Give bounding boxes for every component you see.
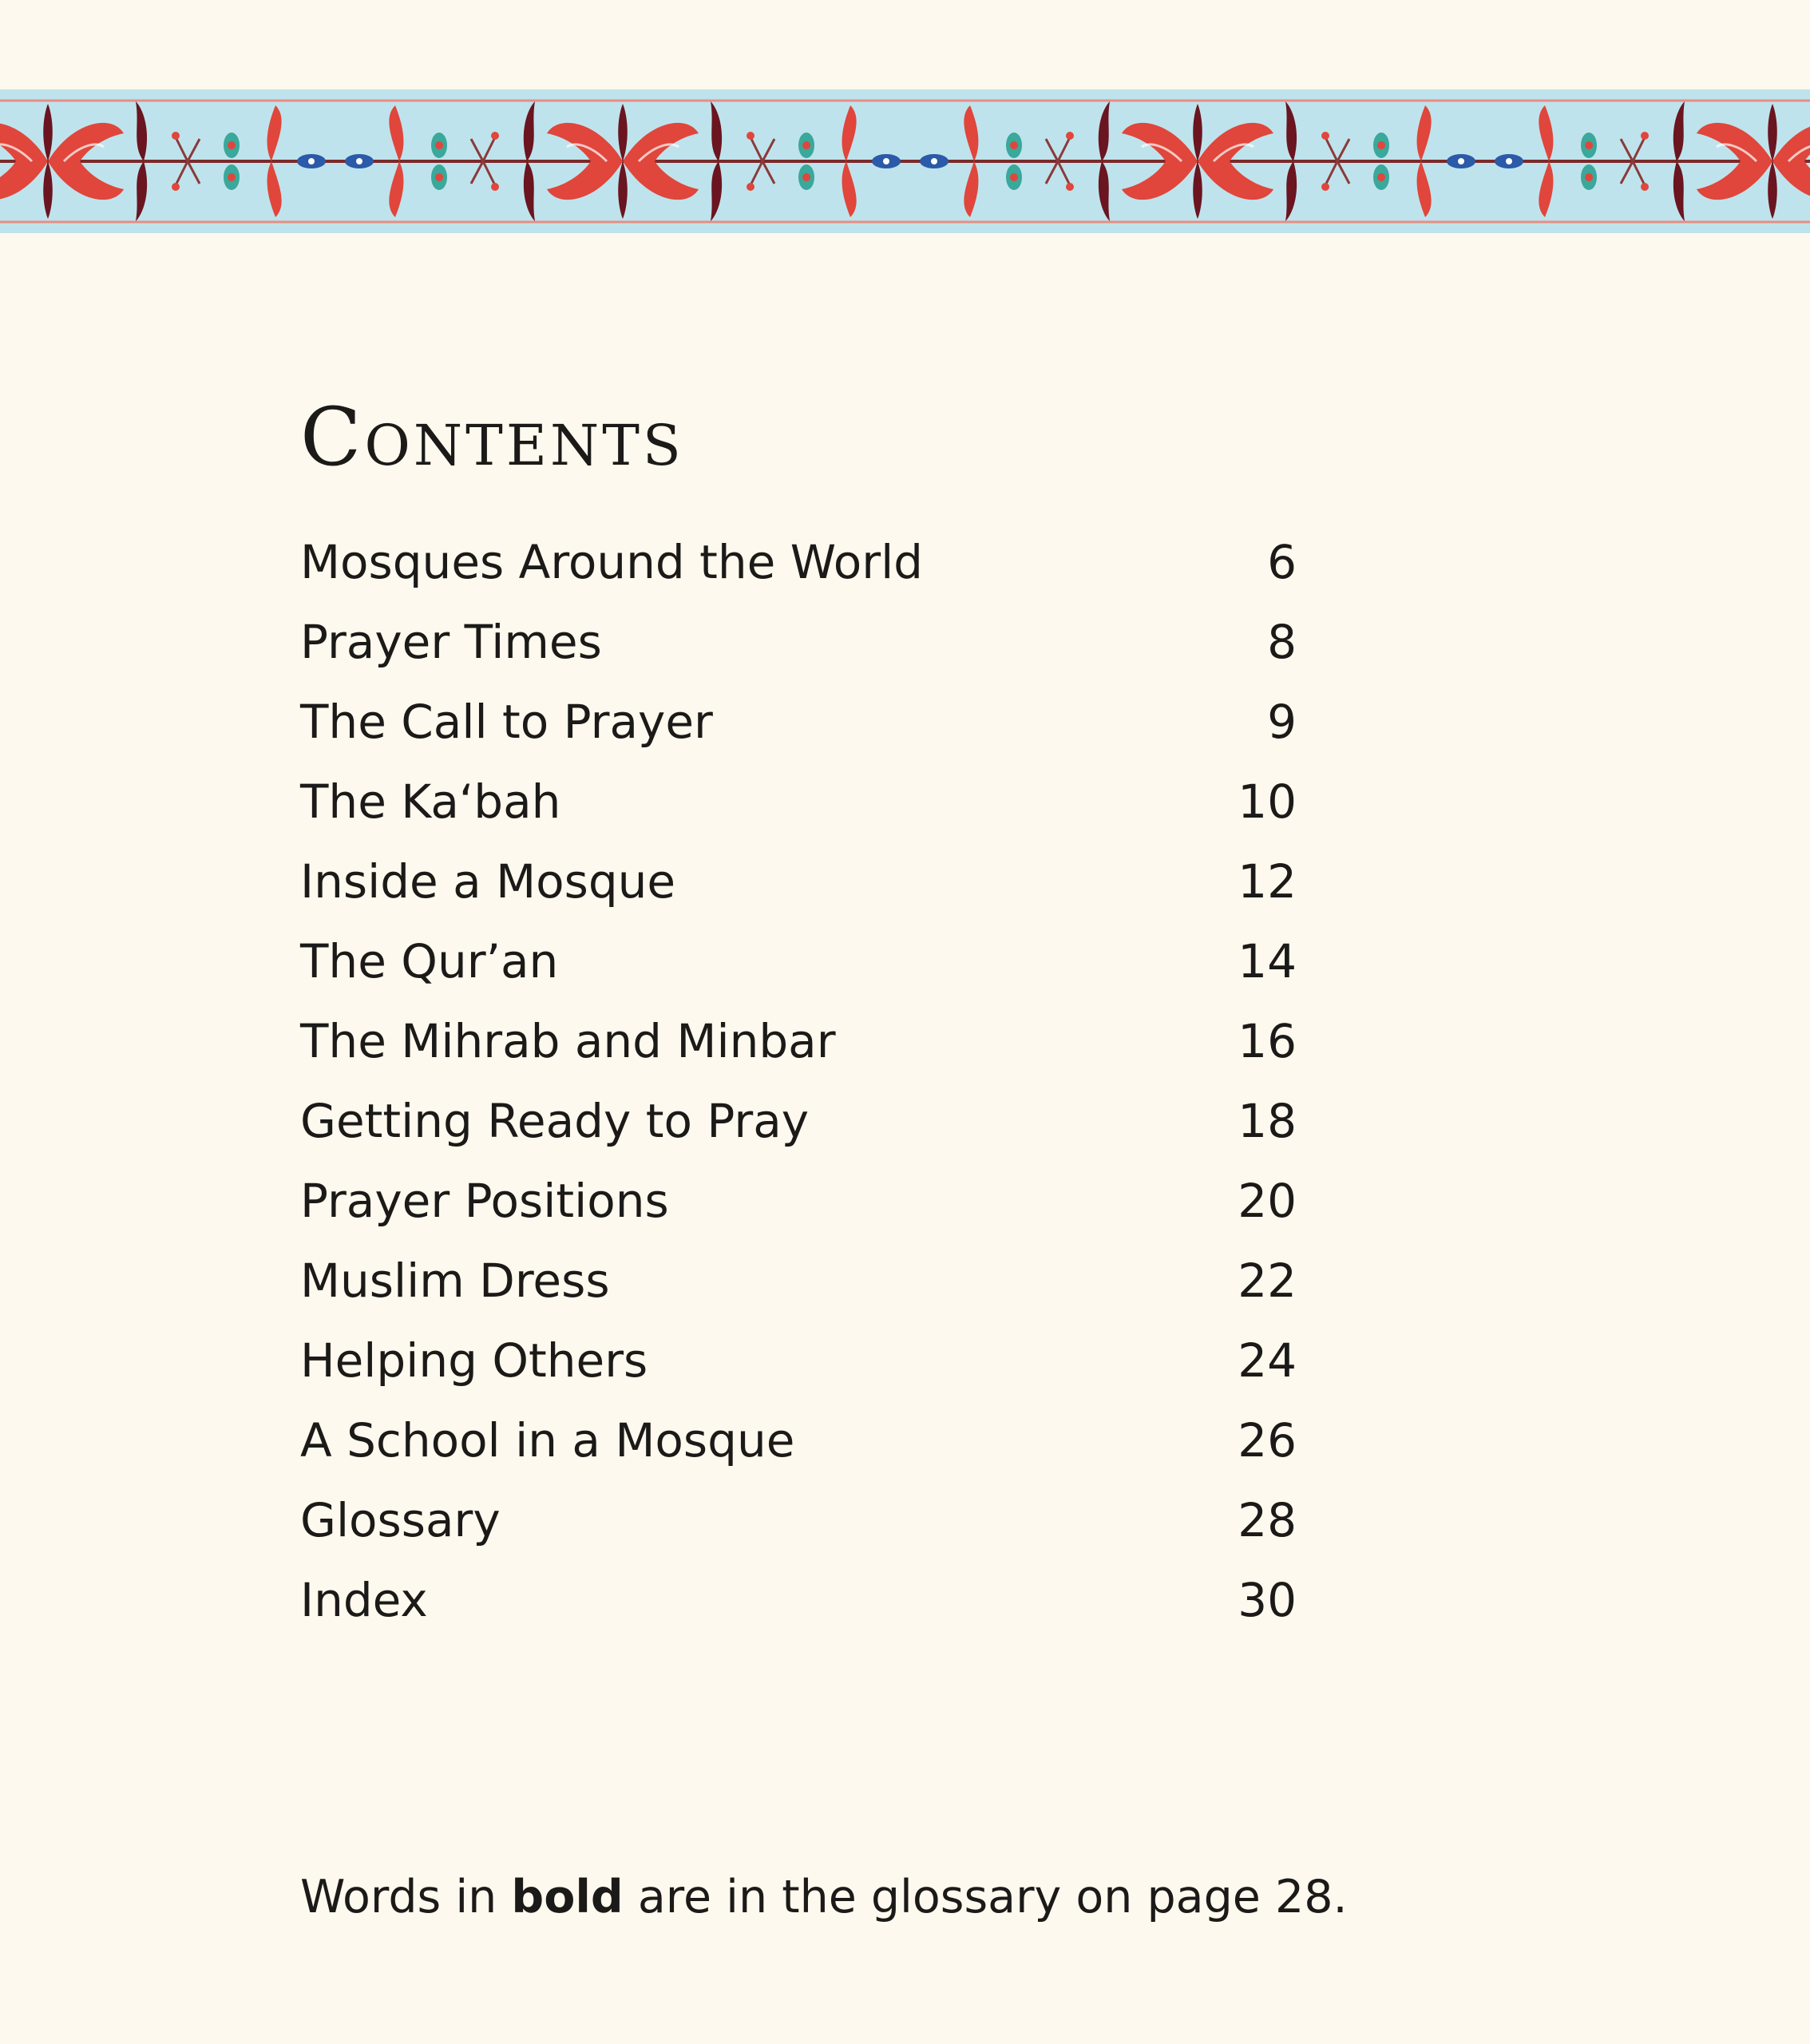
toc-entry-title: The Mihrab and Minbar — [300, 1014, 836, 1068]
contents-heading: Contents — [300, 390, 684, 484]
toc-entry-page: 9 — [1267, 695, 1297, 749]
toc-entry-title: Index — [300, 1573, 428, 1627]
toc-entry-page: 16 — [1238, 1014, 1297, 1068]
toc-entry-title: Prayer Positions — [300, 1174, 669, 1228]
toc-entry-title: Helping Others — [300, 1333, 648, 1388]
toc-entry-page: 6 — [1267, 535, 1297, 589]
toc-entry-page: 26 — [1238, 1413, 1297, 1468]
toc-entry[interactable] — [300, 1161, 1297, 1241]
toc-entry-title: Getting Ready to Pray — [300, 1094, 810, 1148]
toc-entry[interactable] — [300, 1400, 1297, 1480]
toc-entry[interactable] — [300, 842, 1297, 921]
toc-entry-title: Mosques Around the World — [300, 535, 923, 589]
toc-entry-page: 18 — [1238, 1094, 1297, 1148]
toc-entry-title: The Qur’an — [300, 934, 559, 988]
toc-entry-page: 22 — [1238, 1254, 1297, 1308]
glossary-footnote — [300, 1857, 1348, 1937]
toc-entry-title: A School in a Mosque — [300, 1413, 795, 1468]
toc-entry[interactable] — [300, 602, 1297, 682]
toc-entry[interactable] — [300, 762, 1297, 842]
toc-entry[interactable] — [300, 1241, 1297, 1321]
toc-entry-page: 14 — [1238, 934, 1297, 988]
toc-entry-title: Muslim Dress — [300, 1254, 610, 1308]
toc-entry-page: 24 — [1238, 1333, 1297, 1388]
toc-entry[interactable] — [300, 522, 1297, 602]
toc-entry-title: Inside a Mosque — [300, 854, 676, 909]
footnote-text-before: Words in — [300, 1871, 512, 1923]
toc-entry-title: The Ka‘bah — [300, 774, 561, 829]
toc-entry-page: 28 — [1238, 1493, 1297, 1547]
table-of-contents — [300, 522, 1297, 1640]
toc-entry-page: 30 — [1238, 1573, 1297, 1627]
toc-entry[interactable] — [300, 1560, 1297, 1640]
footnote-bold-word: bold — [511, 1871, 624, 1923]
footnote-text-after: are in the glossary on page 28. — [623, 1871, 1348, 1923]
toc-entry[interactable] — [300, 1001, 1297, 1081]
toc-entry-page: 8 — [1267, 615, 1297, 669]
toc-entry-page: 12 — [1238, 854, 1297, 909]
toc-entry-title: Prayer Times — [300, 615, 602, 669]
toc-entry-page: 20 — [1238, 1174, 1297, 1228]
toc-entry[interactable] — [300, 921, 1297, 1001]
decorative-floral-border — [0, 89, 1810, 233]
toc-entry[interactable] — [300, 1081, 1297, 1161]
toc-entry-title: The Call to Prayer — [300, 695, 713, 749]
toc-entry-title: Glossary — [300, 1493, 501, 1547]
toc-entry[interactable] — [300, 682, 1297, 762]
toc-entry[interactable] — [300, 1321, 1297, 1400]
toc-entry[interactable] — [300, 1480, 1297, 1560]
toc-entry-page: 10 — [1238, 774, 1297, 829]
